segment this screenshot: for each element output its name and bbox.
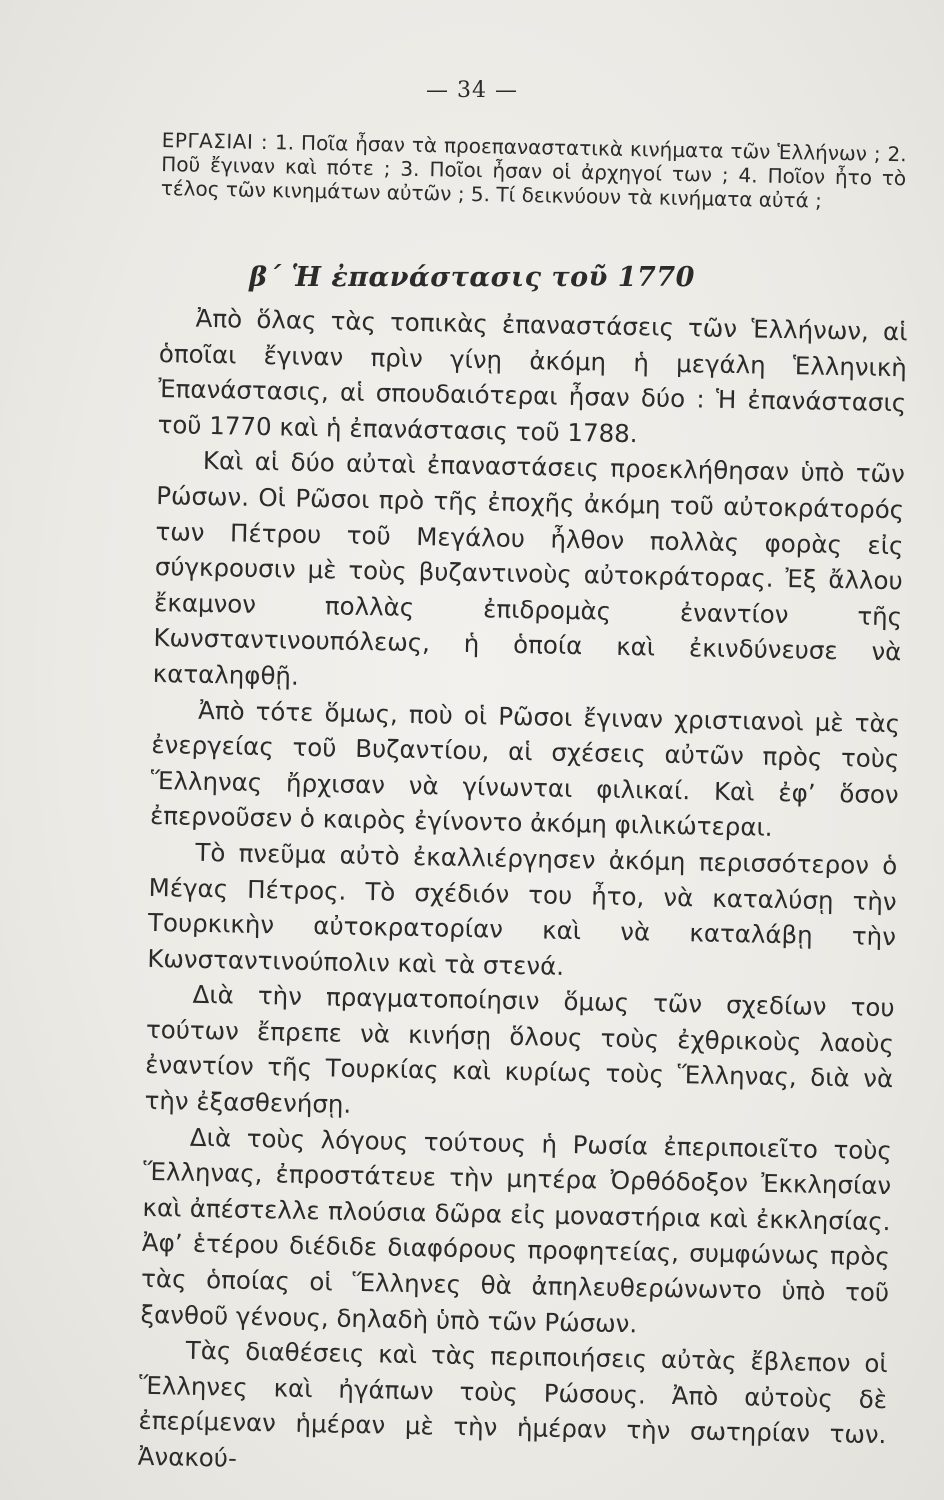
paragraph: Ἀπὸ ὅλας τὰς τοπικὰς ἐπαναστάσεις τῶν Ἑλλήνων, αἱ ὁποῖαι ἔγιναν πρὶν γίνῃ ἀκόμη ἡ μεγάλη Ἑλληνικὴ Ἐπανάστασις, αἱ σπουδαιότεραι ἦσαν δύο : Ἡ ἐπανάστασις τοῦ 1770 καὶ ἡ ἐπανάστασις τοῦ 1788.: [157, 303, 908, 448]
paragraph: Ἀπὸ τότε ὅμως, ποὺ οἱ Ρῶσοι ἔγιναν χριστιανοὶ μὲ τὰς ἐνεργείας τοῦ Βυζαντίου, αἱ σχέσεις αὐτῶν πρὸς τοὺς Ἕλληνας ἤρχισαν νὰ γίνωνται φιλικαί. Καὶ ἐφ’ ὅσον ἐπερνοῦσεν ὁ καιρὸς ἐγίνοντο ἀκόμη φιλικώτεραι.: [149, 695, 901, 843]
section-title: β΄ Ἡ ἐπανάστασις τοῦ 1770: [249, 262, 695, 293]
exercises-block: [161, 128, 907, 214]
paragraph: Καὶ αἱ δύο αὐταὶ ἐπαναστάσεις προεκλήθησαν ὑπὸ τῶν Ρώσων. Οἱ Ρῶσοι πρὸ τῆς ἐποχῆς ἀκόμη τοῦ αὐτοκράτορός των Πέτρου τοῦ Μεγάλου ἦλθον πολλὰς φορὰς εἰς σύγκρουσιν μὲ τοὺς βυζαντινοὺς αὐτοκράτορας. Ἐξ ἄλλου ἔκαμνον πολλὰς ἐπιδρομὰς ἐναντίον τῆς Κωνσταντινουπόλεως, ἡ ὁποία καὶ ἐκινδύνευσε νὰ καταληφθῇ.: [152, 446, 906, 691]
paragraph: Τὸ πνεῦμα αὐτὸ ἐκαλλιέργησεν ἀκόμη περισσότερον ὁ Μέγας Πέτρος. Τὸ σχέδιόν του ἦτο, νὰ καταλύσῃ τὴν Τουρκικὴν αὐτοκρατορίαν καὶ νὰ καταλάβῃ τὴν Κωνσταντινούπολιν καὶ τὰ στενά.: [147, 837, 898, 981]
exercises-label: ΕΡΓΑΣΙΑΙ :: [161, 128, 269, 155]
page-number: — 34 —: [426, 78, 518, 103]
exercises-text: 1. Ποῖα ἦσαν τὰ προεπαναστατικὰ κινήματα τῶν Ἑλλήνων ; 2. Ποῦ ἔγιναν καὶ πότε ; 3. Ποῖοι ἦσαν οἱ ἀρχηγοί των ; 4. Ποῖον ἦτο τὸ τέλος τῶν κινημάτων αὐτῶν ; 5. Τί δεικνύουν τὰ κινήματα αὐτά ;: [160, 130, 907, 213]
paragraph: Τὰς διαθέσεις καὶ τὰς περιποιήσεις αὐτὰς ἔβλεπον οἱ Ἕλληνες καὶ ἠγάπων τοὺς Ρώσους. Ἀπὸ αὐτοὺς δὲ ἐπερίμεναν ἡμέραν μὲ τὴν ἡμέραν τὴν σωτηρίαν των. Ἀνακού-: [137, 1335, 888, 1473]
paragraph: Διὰ τοὺς λόγους τούτους ἡ Ρωσία ἐπεριποιεῖτο τοὺς Ἕλληνας, ἐπροστάτευε τὴν μητέρα Ὀρθόδοξον Ἐκκλησίαν καὶ ἀπέστελλε πλούσια δῶρα εἰς μοναστήρια καὶ ἐκκλησίας. Ἀφ’ ἑτέρου διέδιδε διαφόρους προφητείας, συμφώνως πρὸς τὰς ὁποίας οἱ Ἕλληνες θὰ ἀπηλευθερώνωντο ὑπὸ τοῦ ξανθοῦ γένους, δηλαδὴ ὑπὸ τῶν Ρώσων.: [140, 1122, 893, 1338]
body-text: [137, 300, 907, 1489]
paragraph: Διὰ τὴν πραγματοποίησιν ὅμως τῶν σχεδίων του τούτων ἔπρεπε νὰ κινήσῃ ὅλους τοὺς ἐχθρικοὺς λαοὺς ἐναντίον τῆς Τουρκίας καὶ κυρίως τοὺς Ἕλληνας, διὰ νὰ τὴν ἐξασθενήσῃ.: [144, 980, 895, 1119]
